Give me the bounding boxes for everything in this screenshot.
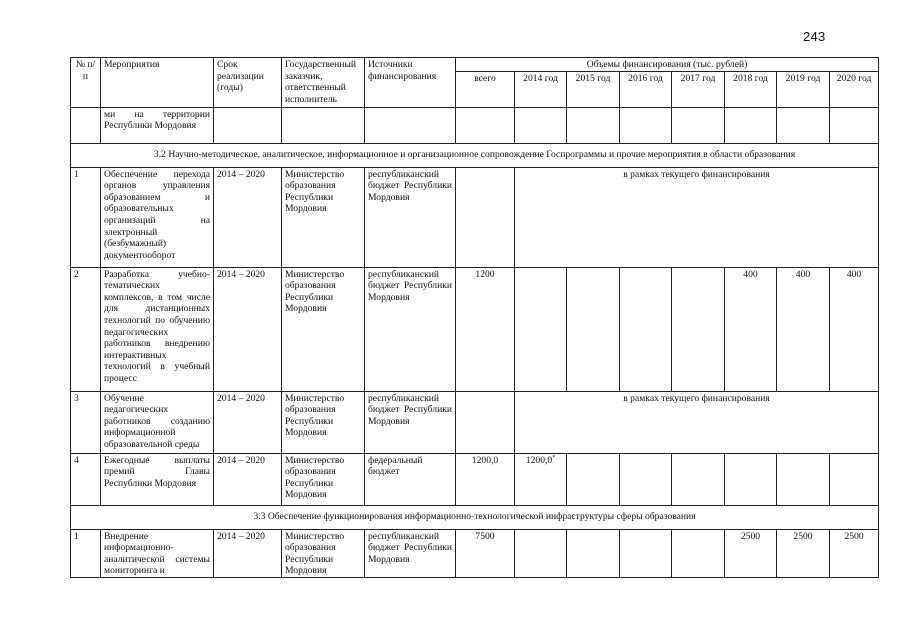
- header-term: Срок реализации (годы): [214, 58, 282, 108]
- header-year-2016: 2016 год: [620, 71, 672, 107]
- page-number: 243: [803, 29, 826, 44]
- row-total: 1200,0: [456, 453, 515, 505]
- row-term: 2014 – 2020: [214, 391, 282, 453]
- header-num: № п/п: [71, 58, 101, 108]
- row-term: 2014 – 2020: [214, 167, 282, 267]
- row-financing-note: в рамках текущего финансирования: [515, 391, 879, 453]
- row-term: 2014 – 2020: [214, 453, 282, 505]
- row-value-2018: [725, 453, 777, 505]
- row-activity: Внедрение информационно-аналитической системы мониторинга и: [101, 529, 214, 577]
- header-year-2017: 2017 год: [672, 71, 725, 107]
- row-value-2014-text: 1200,0: [525, 454, 553, 466]
- row-total: 1200: [456, 267, 515, 391]
- row-source: республиканский бюджет Республики Мордовия: [365, 167, 456, 267]
- row-value-2015: [567, 529, 620, 577]
- row-source: республиканский бюджет Республики Мордовия: [365, 267, 456, 391]
- header-sources: Источники финансирования: [365, 58, 456, 108]
- row-source: федеральный бюджет: [365, 453, 456, 505]
- header-year-2014: 2014 год: [515, 71, 567, 107]
- row-value-2019: 2500: [777, 529, 830, 577]
- header-activity: Мероприятия: [101, 58, 214, 108]
- row-num: 3: [71, 391, 101, 453]
- row-customer: Министерство образования Республики Мордовия: [282, 267, 365, 391]
- row-value-2014: [515, 529, 567, 577]
- row-value-2017: [672, 267, 725, 391]
- row-source: республиканский бюджет Республики Мордовия: [365, 529, 456, 577]
- row-customer: Министерство образования Республики Мордовия: [282, 529, 365, 577]
- continuation-row: [71, 107, 879, 143]
- table-row: [71, 453, 879, 505]
- row-total: 7500: [456, 529, 515, 577]
- financing-table: [70, 57, 879, 578]
- continuation-activity: ми на территории Республики Мордовия: [101, 107, 214, 143]
- row-customer: Министерство образования Республики Мордовия: [282, 391, 365, 453]
- header-customer: Государственный заказчик, ответственный исполнитель: [282, 58, 365, 108]
- row-value-2020: 2500: [830, 529, 879, 577]
- row-num: 1: [71, 167, 101, 267]
- row-value-2020: [830, 453, 879, 505]
- section-title: 3.2 Научно-методическое, аналитическое, информационное и организационное сопровождение Госпрограммы и прочие мероприятия в области образования: [71, 143, 879, 167]
- row-value-2017: [672, 529, 725, 577]
- row-value-2016: [620, 453, 672, 505]
- row-term: 2014 – 2020: [214, 529, 282, 577]
- row-value-2018: 400: [725, 267, 777, 391]
- header-volumes: Объемы финансирования (тыс. рублей): [456, 58, 879, 72]
- row-num: 2: [71, 267, 101, 391]
- row-value-2016: [620, 529, 672, 577]
- header-year-2020: 2020 год: [830, 71, 879, 107]
- section-title-row: [71, 143, 879, 167]
- header-total: всего: [456, 71, 515, 107]
- table-row: [71, 167, 879, 267]
- row-value-2018: 2500: [725, 529, 777, 577]
- table-row: [71, 529, 879, 577]
- table-row: [71, 391, 879, 453]
- row-value-2015: [567, 453, 620, 505]
- row-num: 1: [71, 529, 101, 577]
- row-value-2019: 400: [777, 267, 830, 391]
- row-value-2014: [515, 267, 567, 391]
- row-customer: Министерство образования Республики Мордовия: [282, 167, 365, 267]
- footnote-mark: *: [552, 454, 556, 461]
- row-value-2017: [672, 453, 725, 505]
- row-activity: Обучение педагогических работников созданию информационной образовательной среды: [101, 391, 214, 453]
- header-year-2015: 2015 год: [567, 71, 620, 107]
- header-year-2018: 2018 год: [725, 71, 777, 107]
- row-activity: Разработка учебно-тематических комплексов, в том числе для дистанционных технологий по обучению педагогических работников внедрению интерактивных технологий в учебный процесс: [101, 267, 214, 391]
- row-source: республиканский бюджет Республики Мордовия: [365, 391, 456, 453]
- header-row: [71, 58, 879, 72]
- section-title-row: [71, 505, 879, 529]
- row-value-2020: 400: [830, 267, 879, 391]
- table-row: [71, 267, 879, 391]
- row-activity: Ежегодные выплаты премий Главы Республики Мордовия: [101, 453, 214, 505]
- row-term: 2014 – 2020: [214, 267, 282, 391]
- row-value-2014: [515, 453, 567, 505]
- row-num: 4: [71, 453, 101, 505]
- row-value-2015: [567, 267, 620, 391]
- row-value-2016: [620, 267, 672, 391]
- row-financing-note: в рамках текущего финансирования: [515, 167, 879, 267]
- section-title: 3.3 Обеспечение функционирования информационно-технологической инфраструктуры сферы образования: [71, 505, 879, 529]
- row-value-2019: [777, 453, 830, 505]
- header-year-2019: 2019 год: [777, 71, 830, 107]
- row-customer: Министерство образования Республики Мордовия: [282, 453, 365, 505]
- row-activity: Обеспечение перехода органов управления образованием и образовательных организаций на электронный (безбумажный) документооборот: [101, 167, 214, 267]
